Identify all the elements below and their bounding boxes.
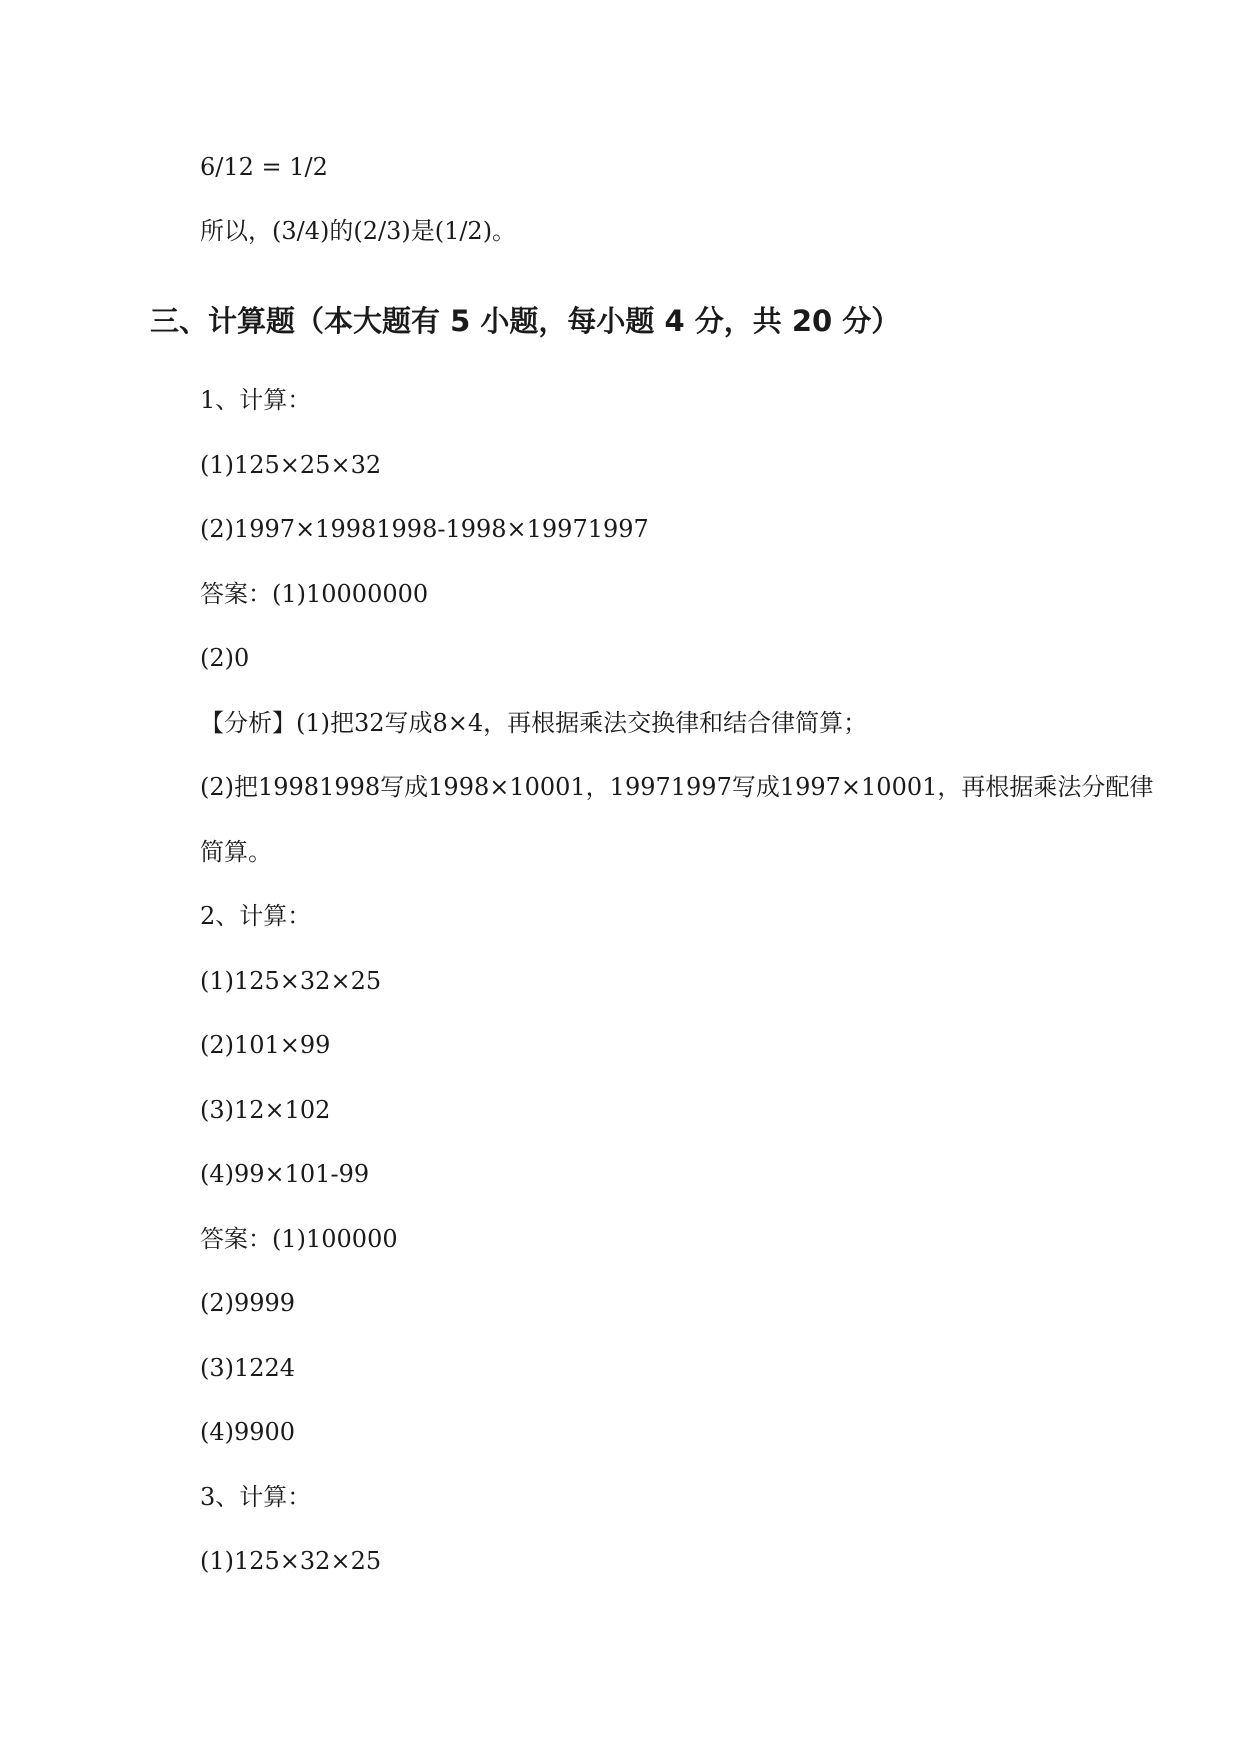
- section-heading: 三、计算题（本大题有 5 小题，每小题 4 分，共 20 分）: [150, 304, 901, 338]
- question-2-answer-2: (2)9999: [200, 1289, 296, 1317]
- question-2-part-3: (3)12×102: [200, 1096, 331, 1124]
- question-1-answer-1: 答案：(1)10000000: [200, 580, 429, 608]
- question-3-part-1: (1)125×32×25: [200, 1547, 382, 1575]
- conclusion-line: 所以，(3/4)的(2/3)是(1/2)。: [200, 217, 517, 245]
- question-3-title: 3、计算：: [200, 1483, 312, 1511]
- equation-line: 6/12 = 1/2: [200, 153, 328, 181]
- question-2-title: 2、计算：: [200, 902, 312, 930]
- question-1-part-1: (1)125×25×32: [200, 451, 382, 479]
- question-1-analysis-3: 简算。: [200, 838, 272, 866]
- question-1-part-2: (2)1997×19981998-1998×19971997: [200, 515, 649, 543]
- question-2-answer-4: (4)9900: [200, 1418, 296, 1446]
- question-1-analysis-2: (2)把19981998写成1998×10001，19971997写成1997×10001，再根据乘法分配律: [200, 773, 1154, 801]
- question-2-part-1: (1)125×32×25: [200, 967, 382, 995]
- question-1-analysis-1: 【分析】(1)把32写成8×4，再根据乘法交换律和结合律简算；: [200, 709, 868, 737]
- question-1-title: 1、计算：: [200, 386, 312, 414]
- question-2-answer-3: (3)1224: [200, 1354, 296, 1382]
- question-2-part-2: (2)101×99: [200, 1031, 331, 1059]
- question-1-answer-2: (2)0: [200, 644, 250, 672]
- question-2-answer-1: 答案：(1)100000: [200, 1225, 398, 1253]
- question-2-part-4: (4)99×101-99: [200, 1160, 370, 1188]
